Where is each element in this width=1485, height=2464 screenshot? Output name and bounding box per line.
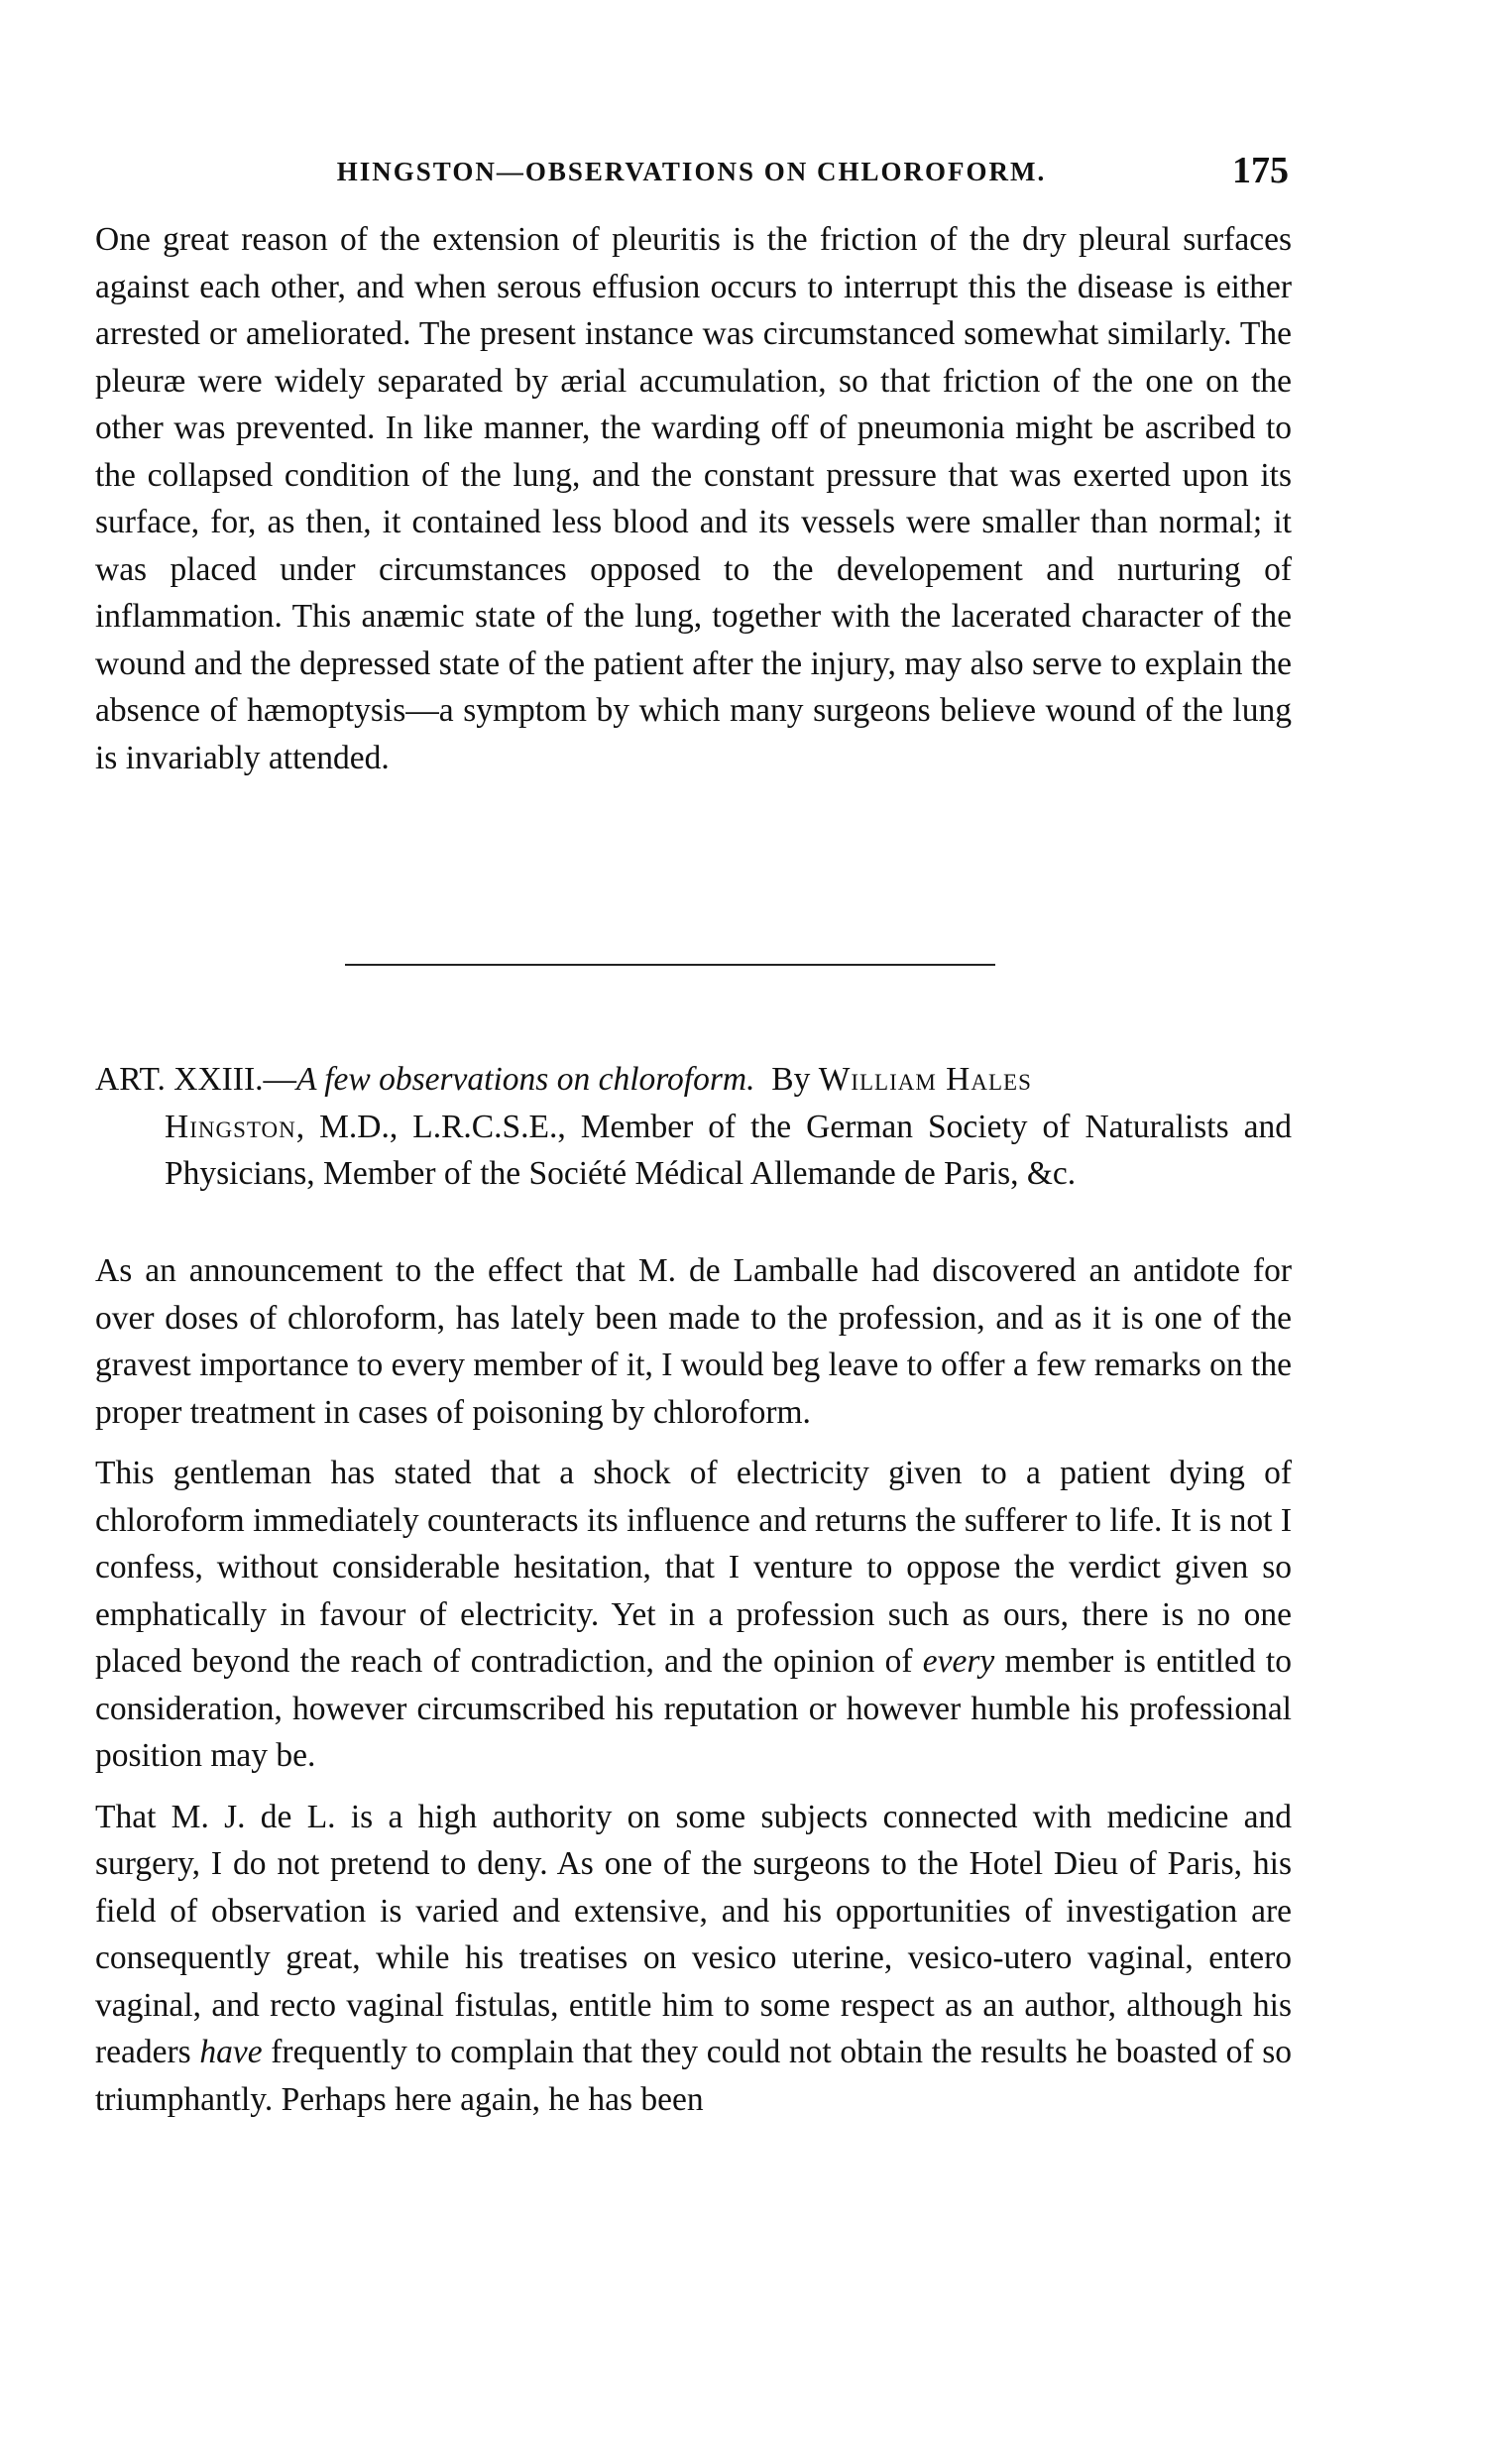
author-first-names: William Hales bbox=[818, 1061, 1032, 1098]
page-number: 175 bbox=[1232, 150, 1289, 191]
paragraph-3-emphasis: have bbox=[199, 2034, 263, 2070]
article-title: A few observations on chloroform. bbox=[295, 1061, 755, 1098]
paragraph-2-emphasis: every bbox=[922, 1643, 995, 1680]
body-paragraph-1: As an announcement to the effect that M. de Lamballe had discovered an antidote for over doses of chloroform, has lately been made to the profession, and as it is one of the gravest importance to every member of it, I would beg leave to offer a few remarks on the proper treatment in cases of poisoning by chloroform. bbox=[95, 1252, 1292, 1431]
article-heading-line bbox=[95, 1056, 1292, 1104]
continued-paragraph: One great reason of the extension of pleuritis is the friction of the dry pleural surfaces against each other, and when serous effusion occurs to interrupt this the disease is either arrested or ameliorated. The present instance was circumstanced somewhat similarly. The pleuræ were widely separated by ærial accumulation, so that friction of the one on the other was prevented. In like manner, the warding off of pneumonia might be ascribed to the collapsed condition of the lung, and the constant pressure that was exerted upon its surface, for, as then, it contained less blood and its vessels were smaller than normal; it was placed under circumstances opposed to the developement and nurturing of inflammation. This anæmic state of the lung, together with the lacerated character of the wound and the depressed state of the patient after the injury, may also serve to explain the absence of hæmoptysis—a symptom by which many surgeons believe wound of the lung is invariably attended. bbox=[95, 221, 1292, 776]
paragraph-2-text-a: This gentleman has stated that a shock of electricity given to a patient dying of chloroform immediately counteracts its influence and returns the sufferer to life. It is not I confess, without considerable hesitation, that I venture to oppose the verdict given so emphatically in favour of electricity. Yet in a profession such as ours, there is no one placed beyond the reach of contradiction, and the opinion of bbox=[95, 1455, 1292, 1680]
article-by: By bbox=[771, 1061, 811, 1098]
running-head bbox=[94, 149, 1289, 192]
author-credentials: , M.D., L.R.C.S.E., Member of the German Society of Naturalists and Physicians, Member of the Société Médical Allemande de Paris, &c. bbox=[165, 1108, 1292, 1192]
section-divider-rule bbox=[345, 964, 995, 966]
paragraph-3-text-b: frequently to complain that they could not obtain the results he boasted of so triumphantly. Perhaps here again, he has been bbox=[95, 2034, 1292, 2118]
article-number: ART. XXIII.— bbox=[95, 1061, 296, 1098]
paragraph-3-text-a: That M. J. de L. is a high authority on some subjects connected with medicine and surgery, I do not pretend to deny. As one of the surgeons to the Hotel Dieu of Paris, his field of observation is varied and extensive, and his opportunities of investigation are consequently great, while his treatises on vesico uterine, vesico-utero vaginal, entero vaginal, and recto vaginal fistulas, entitle him to some respect as an author, although his readers bbox=[95, 1798, 1292, 2070]
paragraph-2-text-b: member is entitled to consideration, however circumscribed his reputation or however humble his professional position may be. bbox=[95, 1643, 1292, 1774]
article-heading bbox=[95, 1056, 1292, 1198]
body-paragraph-2 bbox=[95, 1450, 1292, 1780]
body-paragraph-3 bbox=[95, 1794, 1292, 2124]
author-surname: Hingston bbox=[165, 1108, 296, 1145]
article-author-credentials bbox=[95, 1104, 1292, 1198]
continued-paragraph-block bbox=[95, 216, 1292, 781]
running-title: HINGSTON—OBSERVATIONS ON CHLOROFORM. bbox=[336, 157, 1047, 186]
article-body bbox=[95, 1247, 1292, 2137]
